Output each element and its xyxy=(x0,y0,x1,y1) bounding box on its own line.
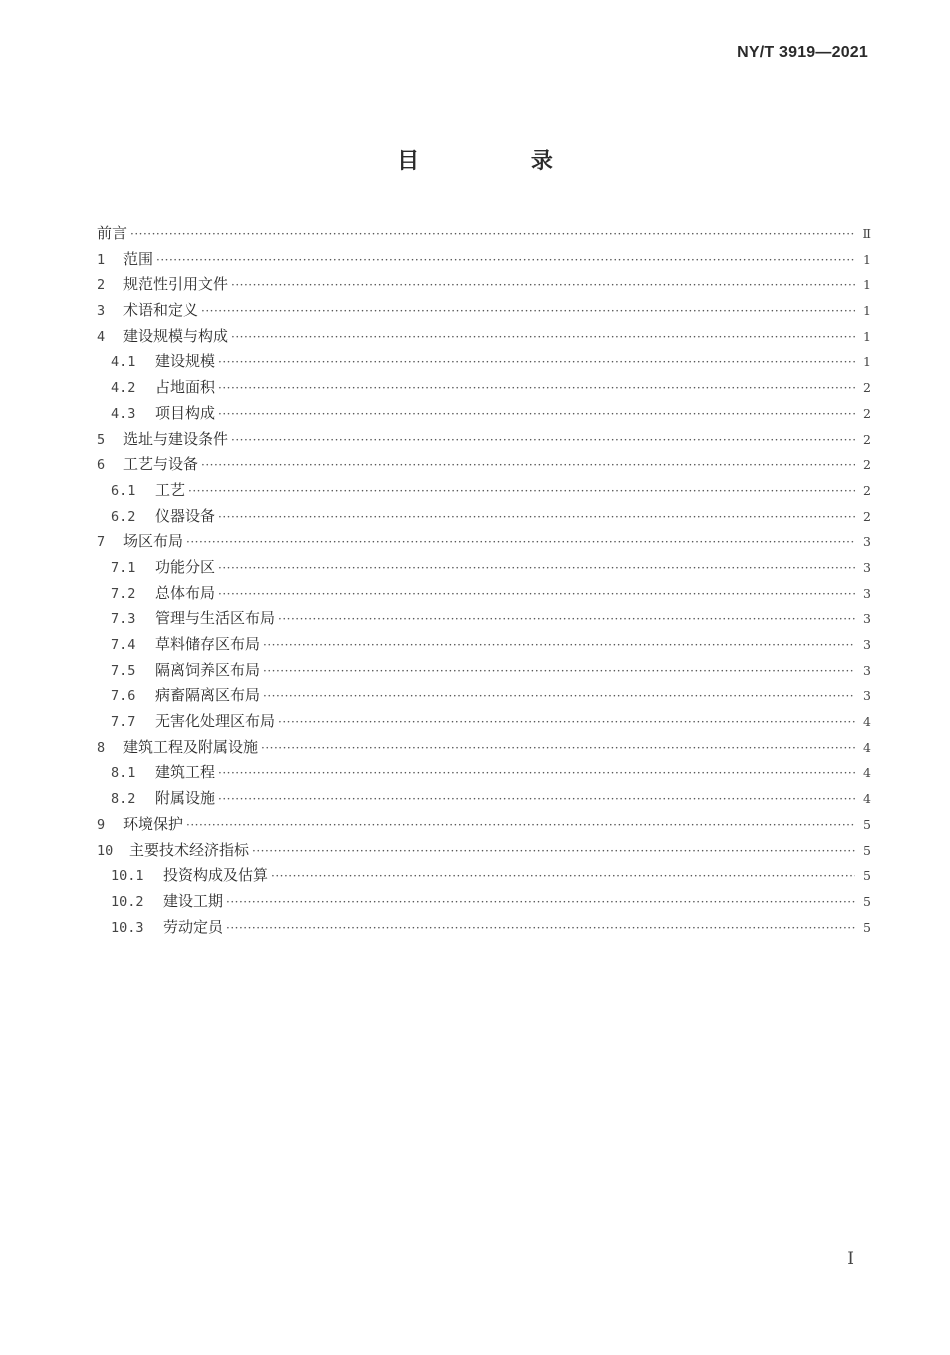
toc-entry-page: 2 xyxy=(863,380,871,396)
toc-entry-number: 4.3 xyxy=(111,405,136,422)
toc-entry-page: 2 xyxy=(863,457,871,473)
toc-dot-leader xyxy=(130,222,855,248)
toc-dot-leader xyxy=(188,479,855,505)
toc-entry[interactable] xyxy=(97,632,871,658)
toc-entry-label: 工艺 xyxy=(155,480,186,499)
toc-entry-label: 规范性引用文件 xyxy=(123,275,229,294)
toc-entry-number: 2 xyxy=(97,277,106,294)
toc-entry-page: 3 xyxy=(863,534,871,550)
toc-entry[interactable] xyxy=(97,838,871,864)
toc-entry[interactable] xyxy=(97,452,871,478)
toc-entry[interactable] xyxy=(97,529,871,555)
toc-entry-number: 7.5 xyxy=(111,662,136,679)
toc-entry-page: 1 xyxy=(863,328,871,344)
toc-entry[interactable] xyxy=(97,606,871,632)
toc-entry-number: 9 xyxy=(97,816,106,833)
toc-entry[interactable] xyxy=(97,658,871,684)
toc-entry-number: 6.1 xyxy=(111,482,136,499)
toc-entry-number: 7.6 xyxy=(111,688,136,705)
toc-entry[interactable] xyxy=(97,298,871,324)
toc-entry-label: 仪器设备 xyxy=(155,506,216,525)
toc-entry-page: 4 xyxy=(863,791,871,807)
toc-dot-leader xyxy=(218,402,855,428)
toc-entry-page: 5 xyxy=(863,868,871,884)
toc-entry-page: 2 xyxy=(863,482,871,498)
toc-entry-number: 6.2 xyxy=(111,508,136,525)
toc-dot-leader xyxy=(261,736,855,762)
toc-entry-label: 附属设施 xyxy=(155,789,216,808)
toc-entry[interactable] xyxy=(97,683,871,709)
toc-entry-number: 10.3 xyxy=(111,919,144,936)
toc-dot-leader xyxy=(226,916,855,942)
toc-dot-leader xyxy=(218,556,855,582)
toc-entry-number: 5 xyxy=(97,431,106,448)
toc-entry-label: 建设规模 xyxy=(155,352,216,371)
toc-entry-page: 3 xyxy=(863,637,871,652)
toc-entry[interactable] xyxy=(97,375,871,401)
toc-entry-number: 7.1 xyxy=(111,559,136,576)
toc-entry-label: 建筑工程及附属设施 xyxy=(123,737,259,756)
toc-entry[interactable] xyxy=(97,709,871,735)
standard-code: NY/T 3919—2021 xyxy=(737,44,868,61)
toc-entry[interactable] xyxy=(97,915,871,941)
toc-entry[interactable] xyxy=(97,555,871,581)
toc-entry-label: 工艺与设备 xyxy=(123,455,199,474)
toc-entry-number: 4.2 xyxy=(111,380,136,397)
toc-entry-number: 7.4 xyxy=(111,637,136,653)
toc-dot-leader xyxy=(201,299,855,325)
toc-entry-page: 3 xyxy=(863,688,871,704)
toc-entry-label: 病畜隔离区布局 xyxy=(155,686,261,705)
toc-entry-number: 6 xyxy=(97,457,106,474)
toc-entry-page: 5 xyxy=(863,842,871,858)
toc-entry-page: 1 xyxy=(863,277,871,293)
toc-dot-leader xyxy=(186,530,855,556)
toc-title: 目 录 xyxy=(397,149,605,174)
toc-entry[interactable] xyxy=(97,324,871,350)
toc-entry-number: 8.1 xyxy=(111,765,136,782)
toc-entry-label: 环境保护 xyxy=(123,814,184,833)
toc-entry[interactable] xyxy=(97,812,871,838)
toc-entry-page: 4 xyxy=(863,739,871,755)
toc-entry-page: 4 xyxy=(863,765,871,781)
toc-dot-leader xyxy=(186,813,855,839)
toc-entry[interactable] xyxy=(97,272,871,298)
toc-entry-label: 建设工期 xyxy=(163,891,224,910)
toc-entry-label: 功能分区 xyxy=(155,557,216,576)
toc-entry[interactable] xyxy=(97,786,871,812)
toc-entry-label: 选址与建设条件 xyxy=(123,429,229,448)
toc-dot-leader xyxy=(218,505,855,531)
toc-entry-page: 1 xyxy=(863,303,871,319)
toc-entry-label: 建筑工程 xyxy=(155,763,216,782)
toc-dot-leader xyxy=(231,325,855,351)
toc-dot-leader xyxy=(218,582,855,608)
toc-entry-page: 4 xyxy=(863,714,871,730)
toc-entry-label: 草料储存区布局 xyxy=(155,635,261,653)
toc-entry-label: 范围 xyxy=(123,249,154,268)
toc-entry[interactable] xyxy=(97,889,871,915)
toc-dot-leader xyxy=(201,453,855,479)
toc-entry-number: 4 xyxy=(97,328,106,345)
toc-entry-label: 项目构成 xyxy=(155,403,216,422)
toc-dot-leader xyxy=(263,633,855,659)
toc-dot-leader xyxy=(226,890,855,916)
toc-entry-label: 无害化处理区布局 xyxy=(155,712,276,731)
toc-entry-page: 3 xyxy=(863,585,871,601)
toc-dot-leader xyxy=(218,761,855,787)
toc-entry-page: 2 xyxy=(863,508,871,524)
toc-dot-leader xyxy=(263,659,855,685)
toc-entry-label: 主要技术经济指标 xyxy=(129,840,250,859)
toc-entry[interactable] xyxy=(97,581,871,607)
toc-entry-page: 1 xyxy=(863,251,871,267)
toc-dot-leader xyxy=(218,376,855,402)
toc-entry-label: 劳动定员 xyxy=(163,917,224,936)
toc-entry-number: 7.3 xyxy=(111,611,136,628)
toc-entry-label: 投资构成及估算 xyxy=(163,866,269,885)
toc-entry[interactable] xyxy=(97,735,871,761)
toc-entry[interactable] xyxy=(97,760,871,786)
toc-entry[interactable] xyxy=(97,221,871,247)
toc-entry-number: 10.1 xyxy=(111,868,144,885)
toc-entry-number: 7 xyxy=(97,534,106,551)
toc-dot-leader xyxy=(218,350,855,376)
toc-entry-number: 7.7 xyxy=(111,714,136,731)
toc-dot-leader xyxy=(231,273,855,299)
toc-entry[interactable] xyxy=(97,478,871,504)
table-of-contents xyxy=(97,221,871,940)
toc-dot-leader xyxy=(271,864,855,890)
toc-entry-number: 10.2 xyxy=(111,893,144,910)
toc-entry-number: 4.1 xyxy=(111,354,136,371)
toc-entry-number: 3 xyxy=(97,303,106,320)
toc-entry-page: 5 xyxy=(863,919,871,935)
toc-entry-page: 5 xyxy=(863,893,871,909)
toc-dot-leader xyxy=(218,787,855,813)
toc-entry-label: 场区布局 xyxy=(123,532,184,551)
toc-entry-label: 术语和定义 xyxy=(123,301,199,320)
toc-entry-page: 1 xyxy=(863,354,871,370)
toc-entry-number: 1 xyxy=(97,251,106,268)
toc-entry-number: 7.2 xyxy=(111,585,136,602)
toc-entry-page: 2 xyxy=(863,405,871,421)
toc-entry[interactable] xyxy=(97,504,871,530)
toc-dot-leader xyxy=(231,428,855,454)
toc-entry-page: 3 xyxy=(863,662,871,678)
toc-entry-label: 隔离饲养区布局 xyxy=(155,660,261,679)
toc-entry-label: 建设规模与构成 xyxy=(123,326,229,345)
toc-entry-label: 管理与生活区布局 xyxy=(155,609,276,628)
toc-entry-page: 3 xyxy=(863,559,871,575)
toc-entry-number: 8 xyxy=(97,739,106,756)
page-number: Ⅰ xyxy=(847,1249,854,1269)
toc-entry-page: 3 xyxy=(863,611,871,627)
toc-dot-leader xyxy=(263,684,855,710)
toc-entry-number: 10 xyxy=(97,842,114,859)
toc-entry[interactable] xyxy=(97,863,871,889)
toc-dot-leader xyxy=(252,839,855,865)
toc-entry-page: Ⅱ xyxy=(862,226,871,241)
toc-dot-leader xyxy=(278,710,855,736)
toc-entry-label: 占地面积 xyxy=(155,378,216,397)
toc-dot-leader xyxy=(278,607,855,633)
toc-entry[interactable] xyxy=(97,247,871,273)
toc-dot-leader xyxy=(156,248,855,274)
toc-entry-page: 5 xyxy=(863,816,871,832)
toc-entry-label: 前言 xyxy=(97,224,128,242)
toc-entry[interactable] xyxy=(97,427,871,453)
toc-entry[interactable] xyxy=(97,349,871,375)
toc-entry-label: 总体布局 xyxy=(155,583,216,602)
toc-entry[interactable] xyxy=(97,401,871,427)
toc-entry-number: 8.2 xyxy=(111,791,136,808)
toc-entry-page: 2 xyxy=(863,431,871,447)
